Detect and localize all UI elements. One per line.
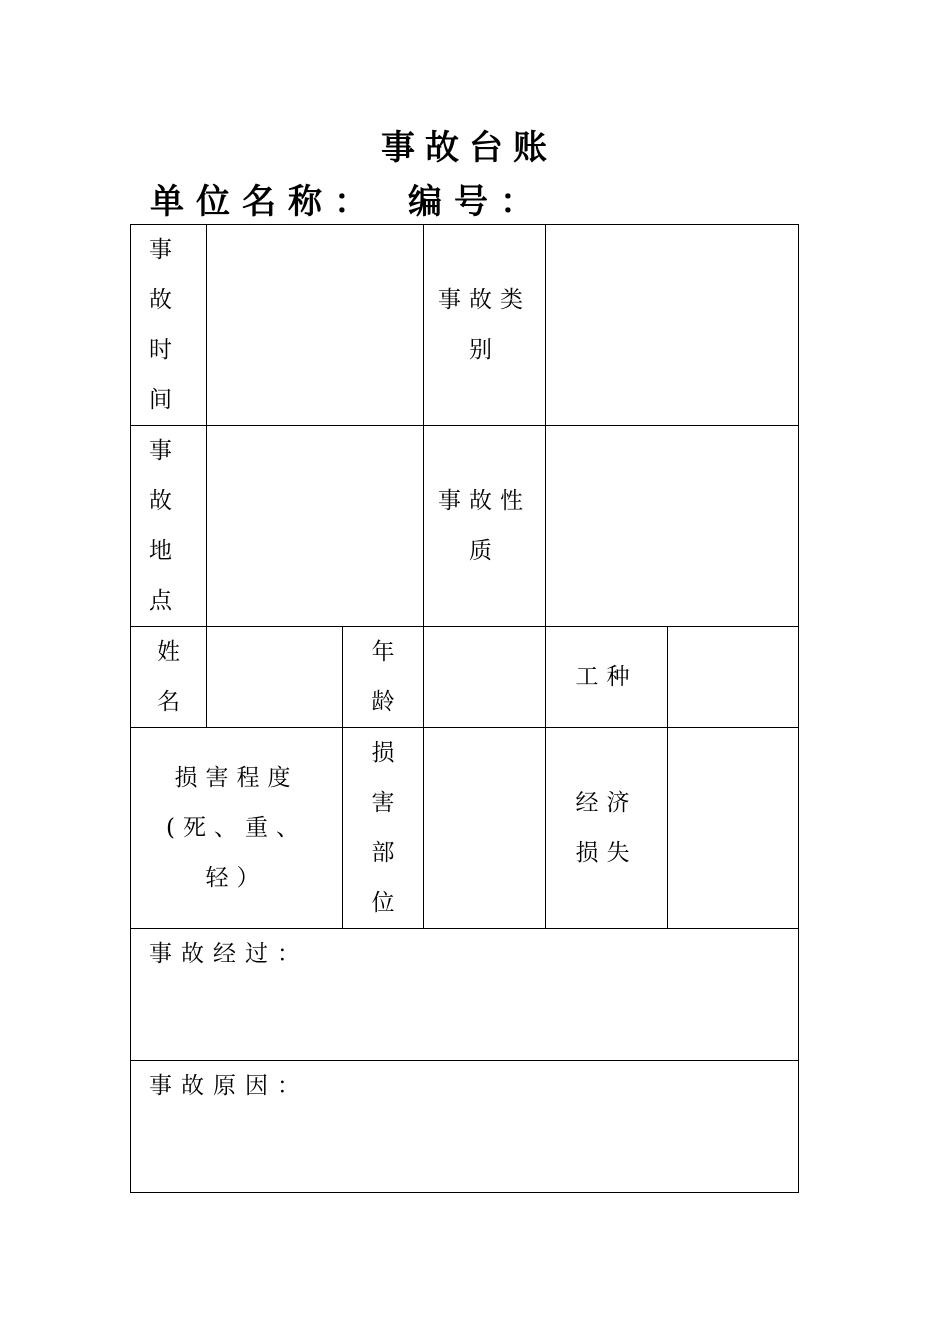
damage-part-value[interactable] <box>424 728 546 929</box>
name-value[interactable] <box>207 627 343 728</box>
accident-cause-field[interactable] <box>131 1061 799 1193</box>
accident-location-value[interactable] <box>207 426 424 627</box>
name-label: 姓 名 <box>131 627 207 728</box>
economic-loss-label: 经济 损失 <box>546 728 668 929</box>
accident-nature-label: 事故性 质 <box>424 426 546 627</box>
row-person <box>131 627 799 728</box>
accident-nature-value[interactable] <box>546 426 799 627</box>
accident-location-label: 事 故 地 点 <box>131 426 207 627</box>
row-process <box>131 929 799 1061</box>
accident-type-value[interactable] <box>546 225 799 426</box>
job-type-label: 工种 <box>546 627 668 728</box>
accident-ledger-table <box>130 224 798 1169</box>
row-location-nature <box>131 426 799 627</box>
accident-type-label: 事故类 别 <box>424 225 546 426</box>
job-type-value[interactable] <box>668 627 799 728</box>
form-header <box>150 178 546 226</box>
accident-time-value[interactable] <box>207 225 424 426</box>
page-title: 事故台账 <box>381 128 557 168</box>
accident-cause-label: 事故原因： <box>149 1073 309 1099</box>
accident-process-field[interactable] <box>131 929 799 1061</box>
row-cause <box>131 1061 799 1193</box>
damage-degree-label: 损害程度 (死、重、 轻） <box>131 728 343 929</box>
row-time-type <box>131 225 799 426</box>
number-label: 编号： <box>408 182 546 222</box>
age-label: 年 龄 <box>343 627 424 728</box>
economic-loss-value[interactable] <box>668 728 799 929</box>
age-value[interactable] <box>424 627 546 728</box>
damage-part-label: 损 害 部 位 <box>343 728 424 929</box>
accident-process-label: 事故经过： <box>149 941 309 967</box>
row-damage <box>131 728 799 929</box>
accident-time-label: 事 故 时 间 <box>131 225 207 426</box>
unit-name-label: 单位名称： <box>150 182 380 222</box>
